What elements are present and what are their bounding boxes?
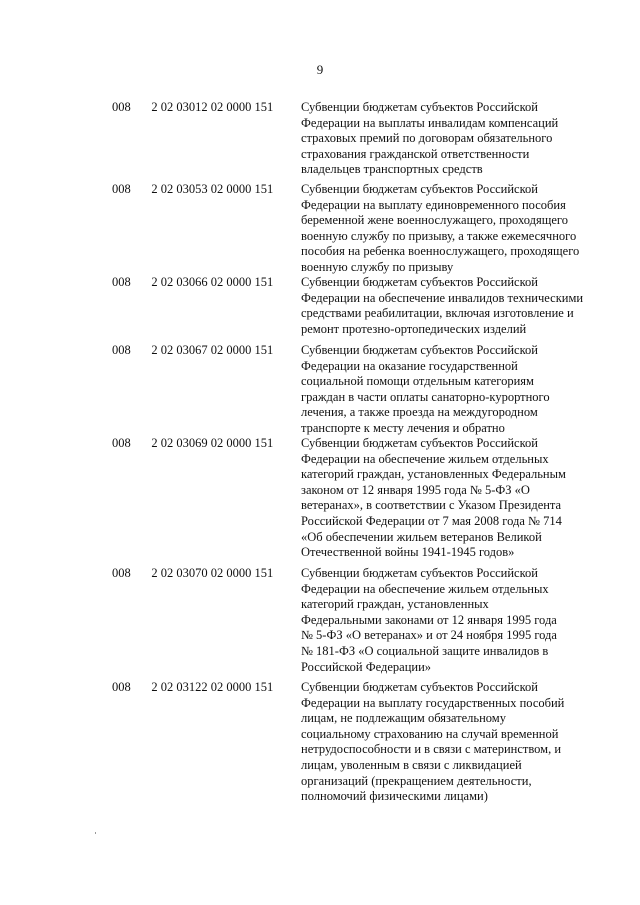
description-line: лечения, а также проезда на междугородном — [301, 405, 538, 420]
classification-code — [112, 100, 273, 116]
description-line: Субвенции бюджетам субъектов Российской — [301, 343, 538, 357]
description-line: Субвенции бюджетам субъектов Российской — [301, 680, 538, 694]
classification-code — [112, 182, 273, 198]
revenue-description — [301, 100, 601, 178]
revenue-description — [301, 275, 601, 337]
description-line: Федерации на оказание государственной — [301, 358, 518, 373]
admin-code: 008 — [112, 680, 131, 694]
description-line: Субвенции бюджетам субъектов Российской — [301, 182, 538, 196]
description-line: № 181-ФЗ «О социальной защите инвалидов в — [301, 643, 549, 658]
description-line: нетрудоспособности и в связи с материнством, и — [301, 742, 562, 757]
description-line: социальной помощи отдельным категориям — [301, 374, 534, 389]
description-line: ремонт протезно-ортопедических изделий — [301, 321, 527, 336]
classification-code — [112, 680, 273, 696]
description-line: Субвенции бюджетам субъектов Российской — [301, 100, 538, 114]
budget-classification-code: 2 02 03053 02 0000 151 — [151, 182, 274, 196]
revenue-description — [301, 343, 601, 437]
admin-code: 008 — [112, 566, 131, 580]
description-line: военную службу по призыву, а также ежемесячного — [301, 228, 577, 243]
description-line: категорий граждан, установленных Федеральным — [301, 467, 566, 482]
description-line: Отечественной войны 1941-1945 годов» — [301, 545, 515, 560]
classification-code — [112, 275, 273, 291]
budget-classification-code: 2 02 03066 02 0000 151 — [151, 275, 274, 289]
budget-classification-code: 2 02 03122 02 0000 151 — [151, 680, 274, 694]
description-line: ветеранах», в соответствии с Указом Президента — [301, 498, 562, 513]
page-number: 9 — [316, 62, 324, 77]
description-line: средствами реабилитации, включая изготовление и — [301, 306, 574, 321]
description-line: Российской Федерации» — [301, 659, 432, 674]
description-line: законом от 12 января 1995 года № 5-ФЗ «О — [301, 482, 530, 497]
description-line: Федерации на обеспечение жильем отдельных — [301, 451, 549, 466]
revenue-description — [301, 436, 601, 561]
classification-code — [112, 343, 273, 359]
description-line: Федерации на выплату государственных пособий — [301, 695, 565, 710]
description-line: пособия на ребенка военнослужащего, проходящего — [301, 244, 580, 259]
classification-code — [112, 436, 273, 452]
description-line: Федерации на обеспечение жильем отдельных — [301, 581, 549, 596]
description-line: № 5-ФЗ «О ветеранах» и от 24 ноября 1995 года — [301, 628, 557, 643]
description-line: страхования гражданской ответственности — [301, 146, 530, 161]
description-line: страховых премий по договорам обязательного — [301, 131, 553, 146]
description-line: Федерации на выплаты инвалидам компенсаций — [301, 115, 559, 130]
admin-code: 008 — [112, 275, 131, 289]
description-line: Субвенции бюджетам субъектов Российской — [301, 436, 538, 450]
admin-code: 008 — [112, 436, 131, 450]
description-line: лицам, уволенным в связи с ликвидацией — [301, 757, 522, 772]
description-line: организаций (прекращением деятельности, — [301, 773, 532, 788]
description-line: категорий граждан, установленных — [301, 597, 489, 612]
revenue-description — [301, 680, 601, 805]
description-line: беременной жене военнослужащего, проходящего — [301, 213, 568, 228]
description-line: Федерации на выплату единовременного пособия — [301, 197, 566, 212]
revenue-description — [301, 566, 601, 675]
description-line: Федеральными законами от 12 января 1995 года — [301, 612, 557, 627]
admin-code: 008 — [112, 182, 131, 196]
budget-classification-code: 2 02 03070 02 0000 151 — [151, 566, 274, 580]
description-line: «Об обеспечении жильем ветеранов Великой — [301, 529, 542, 544]
classification-code — [112, 566, 273, 582]
description-line: Субвенции бюджетам субъектов Российской — [301, 566, 538, 580]
budget-classification-code: 2 02 03012 02 0000 151 — [151, 100, 274, 114]
description-line: Российской Федерации от 7 мая 2008 года № 714 — [301, 513, 562, 528]
admin-code: 008 — [112, 343, 131, 357]
scan-speck — [95, 832, 96, 834]
description-line: Федерации на обеспечение инвалидов техническими — [301, 290, 584, 305]
description-line: военную службу по призыву — [301, 259, 454, 274]
budget-classification-code: 2 02 03069 02 0000 151 — [151, 436, 274, 450]
description-line: транспорте к месту лечения и обратно — [301, 420, 505, 435]
description-line: владельцев транспортных средств — [301, 162, 483, 177]
description-line: граждан в части оплаты санаторно-курортного — [301, 389, 550, 404]
revenue-description — [301, 182, 601, 276]
description-line: Субвенции бюджетам субъектов Российской — [301, 275, 538, 289]
admin-code: 008 — [112, 100, 131, 114]
description-line: лицам, не подлежащим обязательному — [301, 711, 506, 726]
description-line: полномочий физическими лицами) — [301, 789, 488, 804]
budget-classification-code: 2 02 03067 02 0000 151 — [151, 343, 274, 357]
description-line: социальному страхованию на случай временной — [301, 726, 559, 741]
